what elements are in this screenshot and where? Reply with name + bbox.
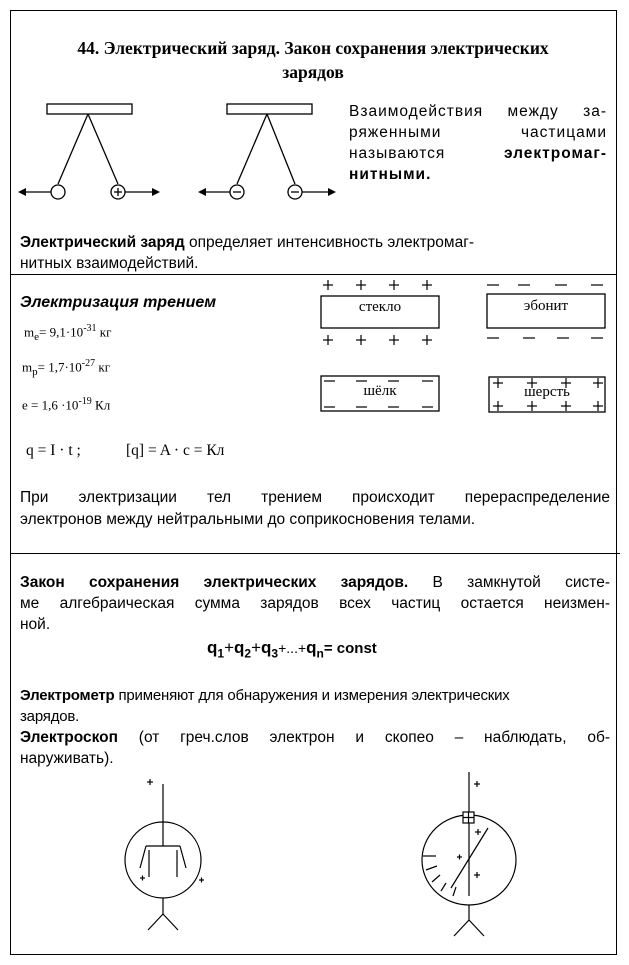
electron-mass: $m_e= 9,1\cdot 10^{-31}$ кг [24,323,112,343]
elementary-charge: $e = 1,6 \cdot 10^{-19}$ Кл [22,396,111,413]
plus-icon [422,280,432,290]
plus-icon [323,280,333,290]
glass-label: стекло [358,299,402,315]
electroscope-text: Электроскоп (от греч.слов электрон и скопео – наблюдать, об- наруживать). [20,729,610,767]
electroscope-drawing [118,772,228,942]
pendulum-diagram [14,98,354,208]
wool-label: шерсть [524,384,570,400]
section-divider [10,274,617,275]
conservation-formula: $q_1+q_2+q_3+...+q_n=$ const [207,638,377,661]
ball-neutral [51,185,65,199]
electrometer-text: Электрометр применяют для обнаружения и измерения электрических зарядов. [20,687,510,725]
plus-icon [323,335,333,345]
title-line-1: 44. Электрический заряд. Закон сохранения электрических [77,38,549,58]
formula-unit: [q] = A · c = Кл [126,442,225,459]
proton-mass: $m_p= 1,7\cdot 10^{-27}$ кг [22,358,111,378]
plus-icon [140,876,145,881]
plus-icon [422,335,432,345]
plus-icon [389,280,399,290]
title-line-2: зарядов [282,62,344,82]
plus-icon [356,280,366,290]
plus-icon [389,335,399,345]
silk-label: шёлк [363,383,397,399]
left-support [47,104,132,114]
conservation-law: Закон сохранения электрических зарядов. В замкнутой систе- ме алгебраическая сумма зарядов всех частиц остается неизмен- ной. [20,574,610,633]
plus-icon [147,779,153,785]
electrization-text: При электризации тел трением происходит перераспределение электронов между нейтральными до соприкосновения телами. [20,489,610,528]
section-divider [10,553,620,554]
right-support [227,104,312,114]
plus-icon [475,829,481,835]
arrow-right-icon [152,188,160,196]
interaction-text: Взаимодействия между за- ряженными частицами называются электромаг- нитными. [349,103,607,183]
plus-icon [199,878,204,883]
plus-icon [474,781,480,787]
page-title [18,36,608,84]
arrow-left-icon [198,188,206,196]
plus-icon [457,855,462,860]
electrization-heading: Электризация трением [20,294,217,311]
formula-charge: q = I · t ; [26,442,81,459]
charge-definition: Электрический заряд определяет интенсивность электромаг- нитных взаимодействий. [20,234,475,272]
plus-icon [474,872,480,878]
ebonite-label: эбонит [523,298,569,314]
arrow-left-icon [18,188,26,196]
electrometer-drawing [418,770,528,940]
arrow-right-icon [328,188,336,196]
plus-icon [356,335,366,345]
